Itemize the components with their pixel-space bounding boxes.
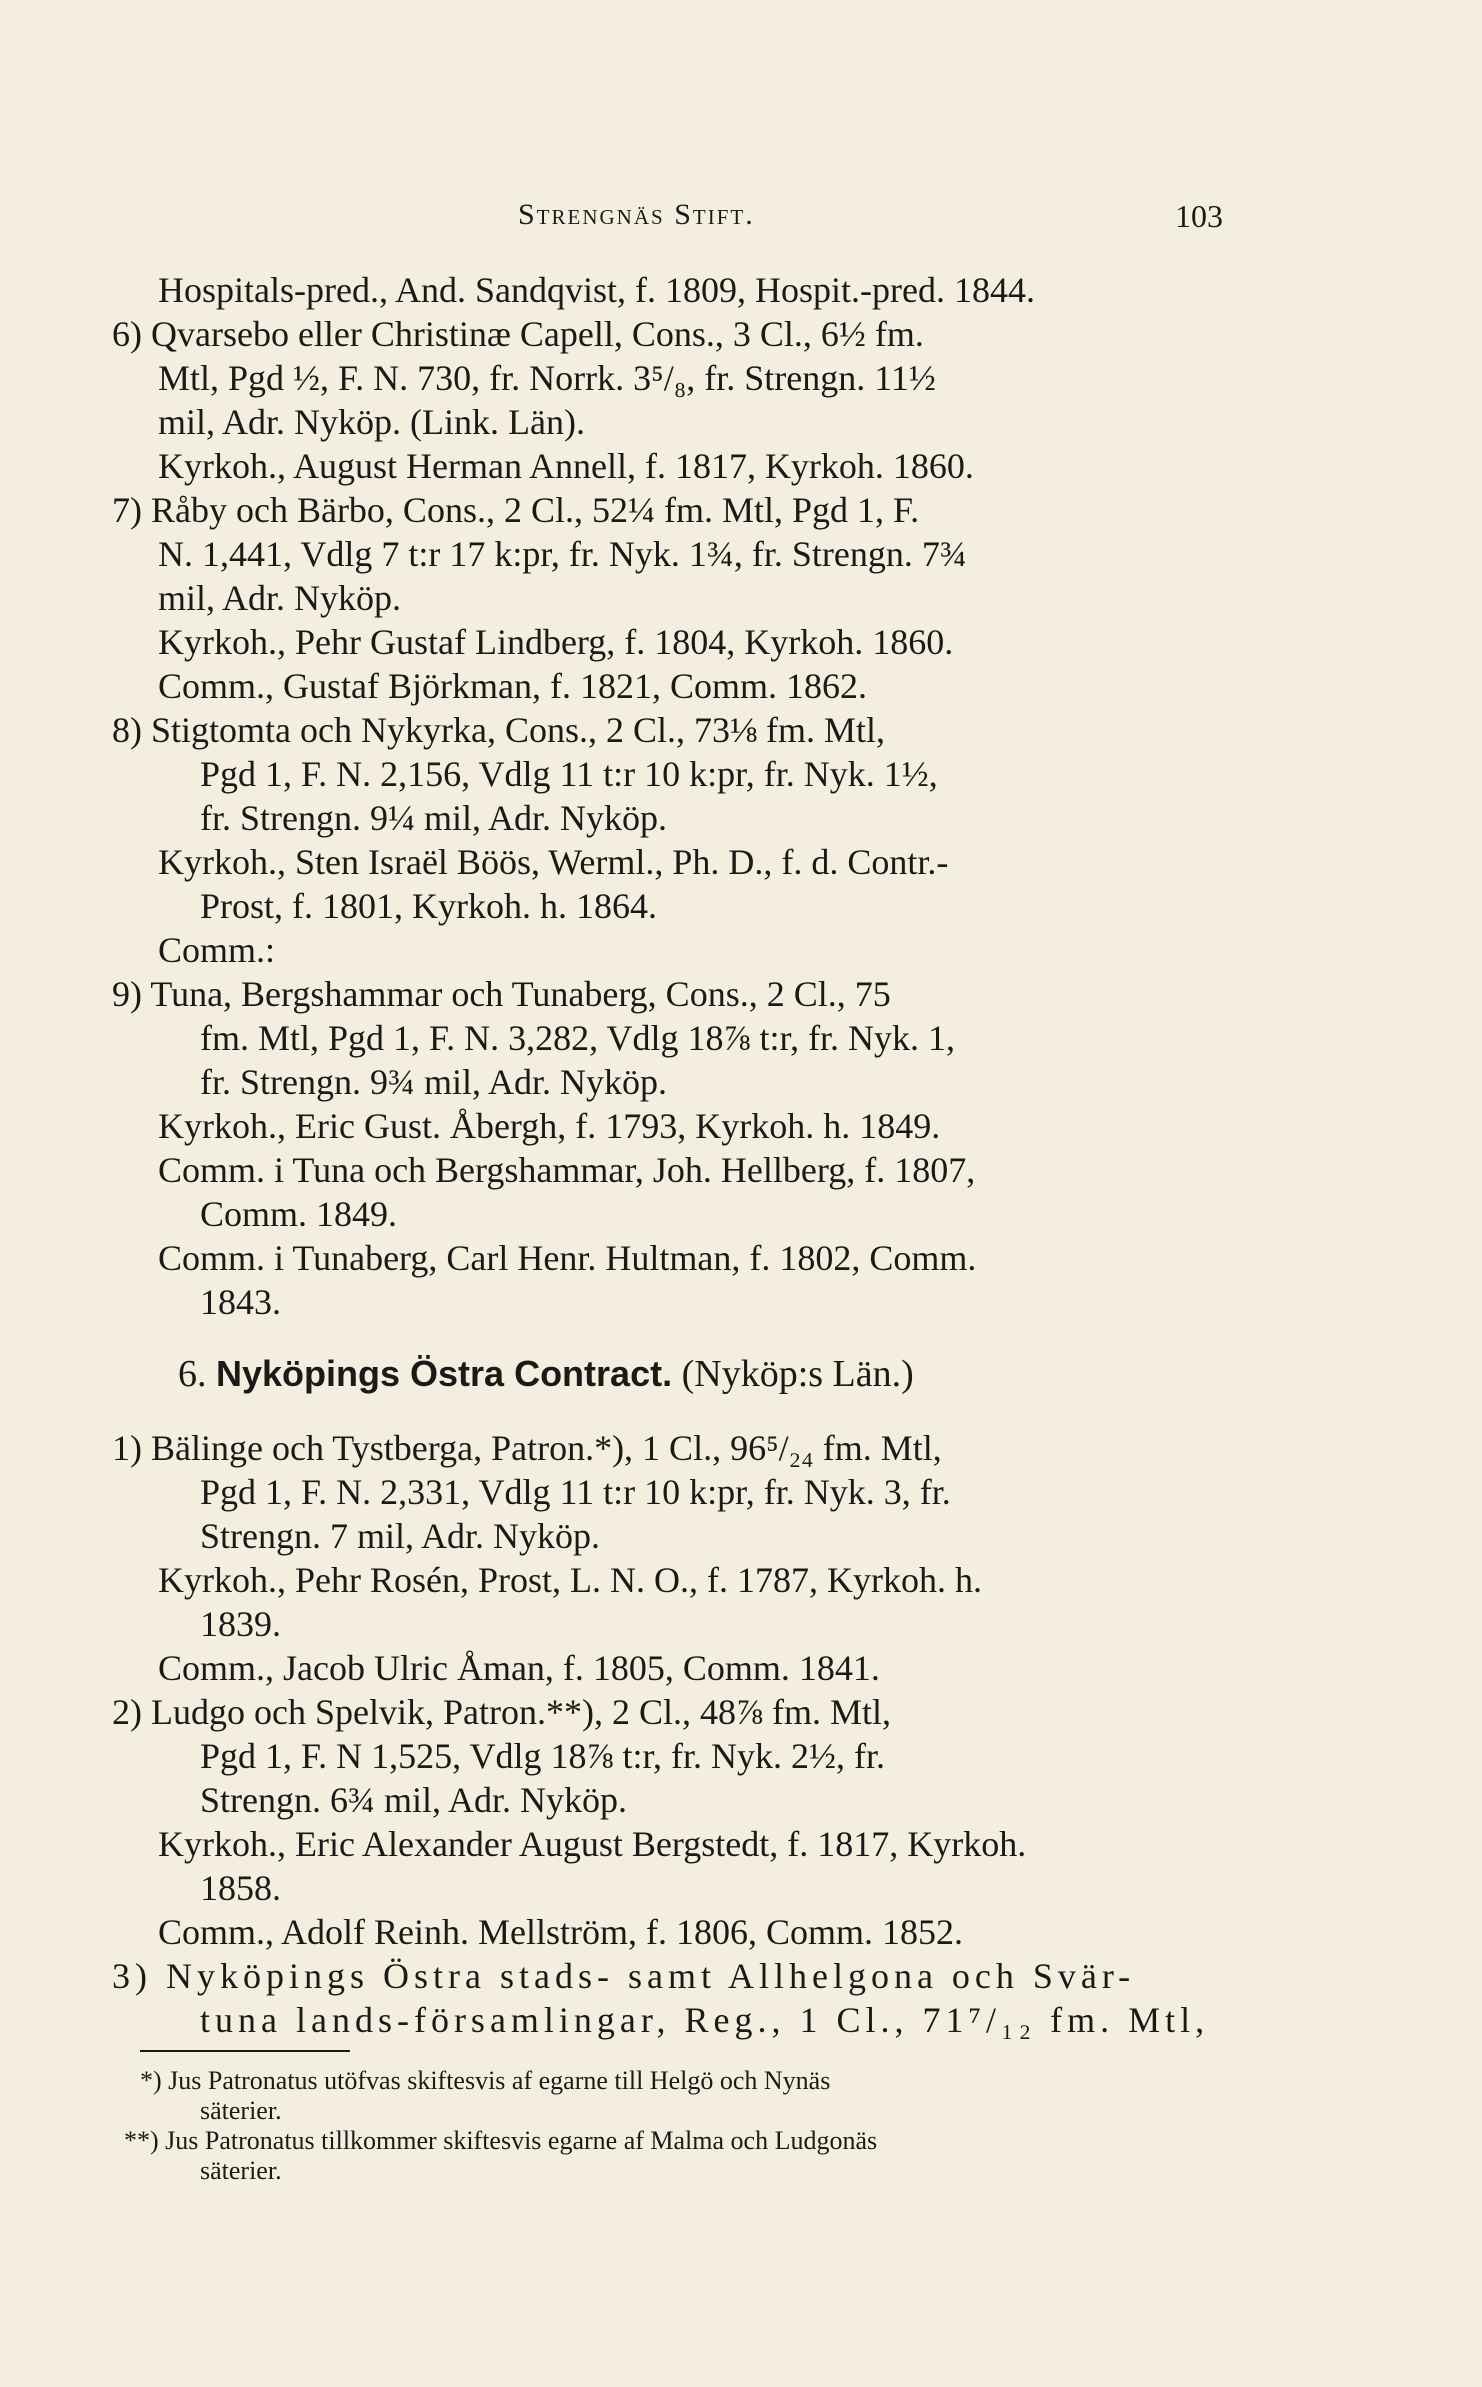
footnote: **) Jus Patronatus tillkommer skiftesvis egarne af Malma och Ludgonäs: [124, 2126, 878, 2155]
text-line: N. 1,441, Vdlg 7 t:r 17 k:pr, fr. Nyk. 1¾, fr. Strengn. 7¾: [158, 534, 967, 574]
text-line: 1858.: [200, 1868, 281, 1908]
text-line: Comm.:: [158, 930, 276, 970]
text-line: mil, Adr. Nyköp.: [158, 578, 402, 618]
text-line: Kyrkoh., Sten Israël Böös, Werml., Ph. D., f. d. Contr.-: [158, 842, 949, 882]
text-line: Hospitals-pred., And. Sandqvist, f. 1809, Hospit.-pred. 1844.: [158, 270, 1035, 310]
text-line: Kyrkoh., Pehr Rosén, Prost, L. N. O., f. 1787, Kyrkoh. h.: [158, 1560, 982, 1600]
text-line: 1839.: [200, 1604, 281, 1644]
text-line: Pgd 1, F. N. 2,156, Vdlg 11 t:r 10 k:pr, fr. Nyk. 1½,: [200, 754, 938, 794]
text-line: 7) Råby och Bärbo, Cons., 2 Cl., 52¼ fm. Mtl, Pgd 1, F.: [112, 490, 920, 530]
text-line: 2) Ludgo och Spelvik, Patron.**), 2 Cl., 48⅞ fm. Mtl,: [112, 1692, 891, 1732]
text-line: Pgd 1, F. N 1,525, Vdlg 18⅞ t:r, fr. Nyk. 2½, fr.: [200, 1736, 886, 1776]
section-heading: [178, 1352, 914, 1396]
text-line: Kyrkoh., August Herman Annell, f. 1817, Kyrkoh. 1860.: [158, 446, 974, 486]
section-county: (Nyköp:s Län.): [681, 1353, 914, 1395]
text-line: Mtl, Pgd ½, F. N. 730, fr. Norrk. 3⁵/₈, fr. Strengn. 11½: [158, 358, 936, 398]
text-line: Strengn. 7 mil, Adr. Nyköp.: [200, 1516, 601, 1556]
text-line: mil, Adr. Nyköp. (Link. Län).: [158, 402, 585, 442]
text-line: Comm., Adolf Reinh. Mellström, f. 1806, Comm. 1852.: [158, 1912, 964, 1952]
text-line: tuna lands-församlingar, Reg., 1 Cl., 71⁷/₁₂ fm. Mtl,: [200, 2000, 1210, 2040]
text-line: Kyrkoh., Eric Gust. Åbergh, f. 1793, Kyrkoh. h. 1849.: [158, 1106, 941, 1146]
text-line: Kyrkoh., Eric Alexander August Bergstedt, f. 1817, Kyrkoh.: [158, 1824, 1027, 1864]
footnote: säterier.: [200, 2156, 282, 2185]
text-line: Prost, f. 1801, Kyrkoh. h. 1864.: [200, 886, 657, 926]
text-line: 1) Bälinge och Tystberga, Patron.*), 1 Cl., 96⁵/₂₄ fm. Mtl,: [112, 1428, 942, 1468]
running-title: Strengnäs Stift.: [518, 198, 755, 231]
text-line: Pgd 1, F. N. 2,331, Vdlg 11 t:r 10 k:pr, fr. Nyk. 3, fr.: [200, 1472, 951, 1512]
text-line: Comm. 1849.: [200, 1194, 398, 1234]
text-line: fr. Strengn. 9¼ mil, Adr. Nyköp.: [200, 798, 667, 838]
page-number: 103: [1175, 198, 1223, 234]
text-line: 1843.: [200, 1282, 281, 1322]
text-line: Comm., Jacob Ulric Åman, f. 1805, Comm. 1841.: [158, 1648, 880, 1688]
text-line: fm. Mtl, Pgd 1, F. N. 3,282, Vdlg 18⅞ t:r, fr. Nyk. 1,: [200, 1018, 956, 1058]
footnote-rule: [140, 2050, 350, 2052]
text-line: 6) Qvarsebo eller Christinæ Capell, Cons., 3 Cl., 6½ fm.: [112, 314, 924, 354]
text-line: Comm. i Tunaberg, Carl Henr. Hultman, f. 1802, Comm.: [158, 1238, 977, 1278]
section-number: 6.: [178, 1353, 207, 1395]
text-line: Comm., Gustaf Björkman, f. 1821, Comm. 1862.: [158, 666, 867, 706]
text-line: fr. Strengn. 9¾ mil, Adr. Nyköp.: [200, 1062, 667, 1102]
text-line: 3) Nyköpings Östra stads- samt Allhelgona och Svär-: [112, 1956, 1136, 1996]
text-line: 9) Tuna, Bergshammar och Tunaberg, Cons., 2 Cl., 75: [112, 974, 891, 1014]
text-line: Strengn. 6¾ mil, Adr. Nyköp.: [200, 1780, 628, 1820]
footnote: säterier.: [200, 2096, 282, 2125]
text-line: Kyrkoh., Pehr Gustaf Lindberg, f. 1804, Kyrkoh. 1860.: [158, 622, 954, 662]
text-line: 8) Stigtomta och Nykyrka, Cons., 2 Cl., 73⅛ fm. Mtl,: [112, 710, 885, 750]
section-title: Nyköpings Östra Contract.: [216, 1353, 673, 1394]
text-line: Comm. i Tuna och Bergshammar, Joh. Hellberg, f. 1807,: [158, 1150, 976, 1190]
footnote: *) Jus Patronatus utöfvas skiftesvis af egarne till Helgö och Nynäs: [140, 2066, 831, 2095]
